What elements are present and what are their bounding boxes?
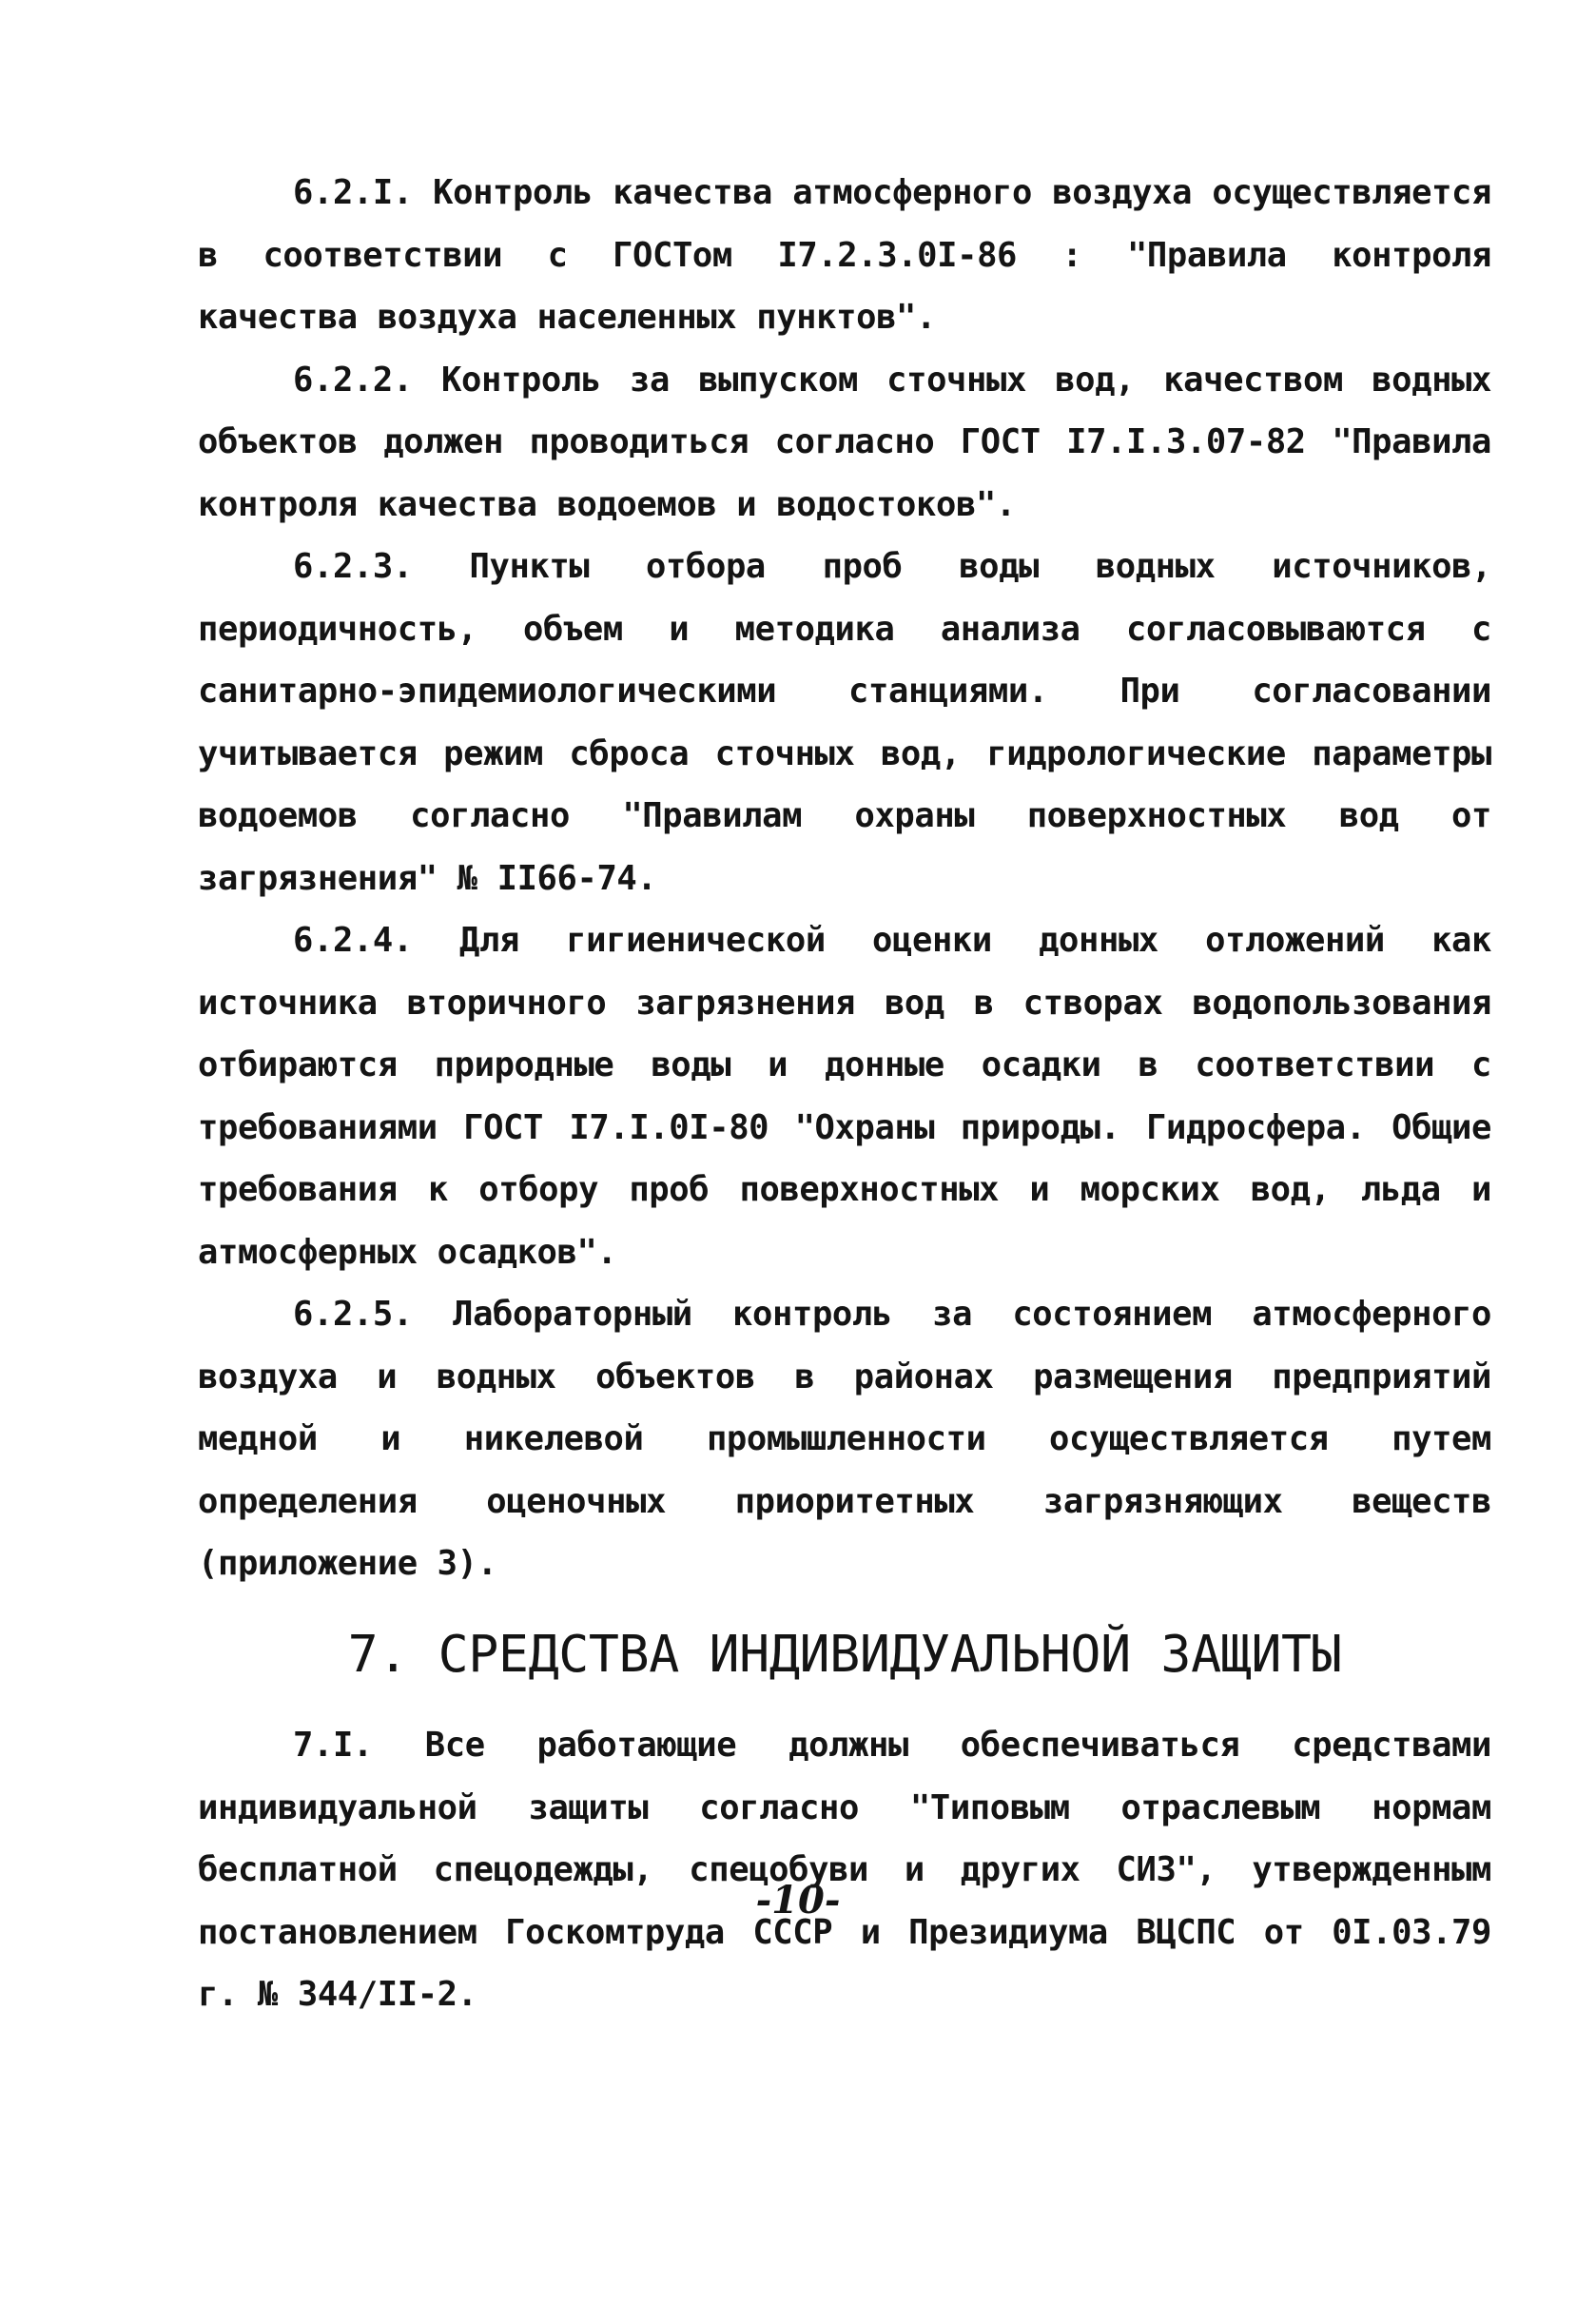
paragraph-7-1: 7.I. Все работающие должны обеспечиваться средствами индивидуальной защиты согласно "Типовым отраслевым нормам бесплатной спецодежды, спецобуви и других СИЗ", утвержденным постановлением Госкомтруда СССР и Президиума ВЦСПС от 0I.03.79 г. № 344/II-2. — [198, 1726, 1491, 2014]
paragraph-6-2-1: 6.2.I. Контроль качества атмосферного воздуха осуществляется в соответствии с ГОСТом I7.2.3.0I-86 : "Правила контроля качества воздуха населенных пунктов". — [198, 173, 1491, 337]
paragraph-6-2-2: 6.2.2. Контроль за выпуском сточных вод, качеством водных объектов должен проводиться согласно ГОСТ I7.I.3.07-82 "Правила контроля качества водоемов и водостоков". — [198, 360, 1491, 524]
paragraph-6-2-4: 6.2.4. Для гигиенической оценки донных отложений как источника вторичного загрязнения вод в створах водопользования отбираются природные воды и донные осадки в соответствии с требованиями ГОСТ I7.I.0I-80 "Охраны природы. Гидросфера. Общие требования к отбору проб поверхностных и морских вод, льда и атмосферных осадков". — [198, 921, 1491, 1272]
paragraph-6-2-3: 6.2.3. Пункты отбора проб воды водных источников, периодичность, объем и методика анализа согласовываются с санитарно-эпидемиологическими станциями. При согласовании учитывается режим сброса сточных вод, гидрологические параметры водоемов согласно "Правилам охраны поверхностных вод от загрязнения" № II66-74. — [198, 547, 1491, 898]
document-body — [198, 162, 1491, 2026]
section-heading: 7. СРЕДСТВА ИНДИВИДУАЛЬНОЙ ЗАЩИТЫ — [347, 1624, 1342, 1684]
paragraph-6-2-5: 6.2.5. Лабораторный контроль за состоянием атмосферного воздуха и водных объектов в районах размещения предприятий медной и никелевой промышленности осуществляется путем определения оценочных приоритетных загрязняющих веществ (приложение 3). — [198, 1295, 1491, 1583]
page-number: -10- — [755, 1878, 841, 1923]
